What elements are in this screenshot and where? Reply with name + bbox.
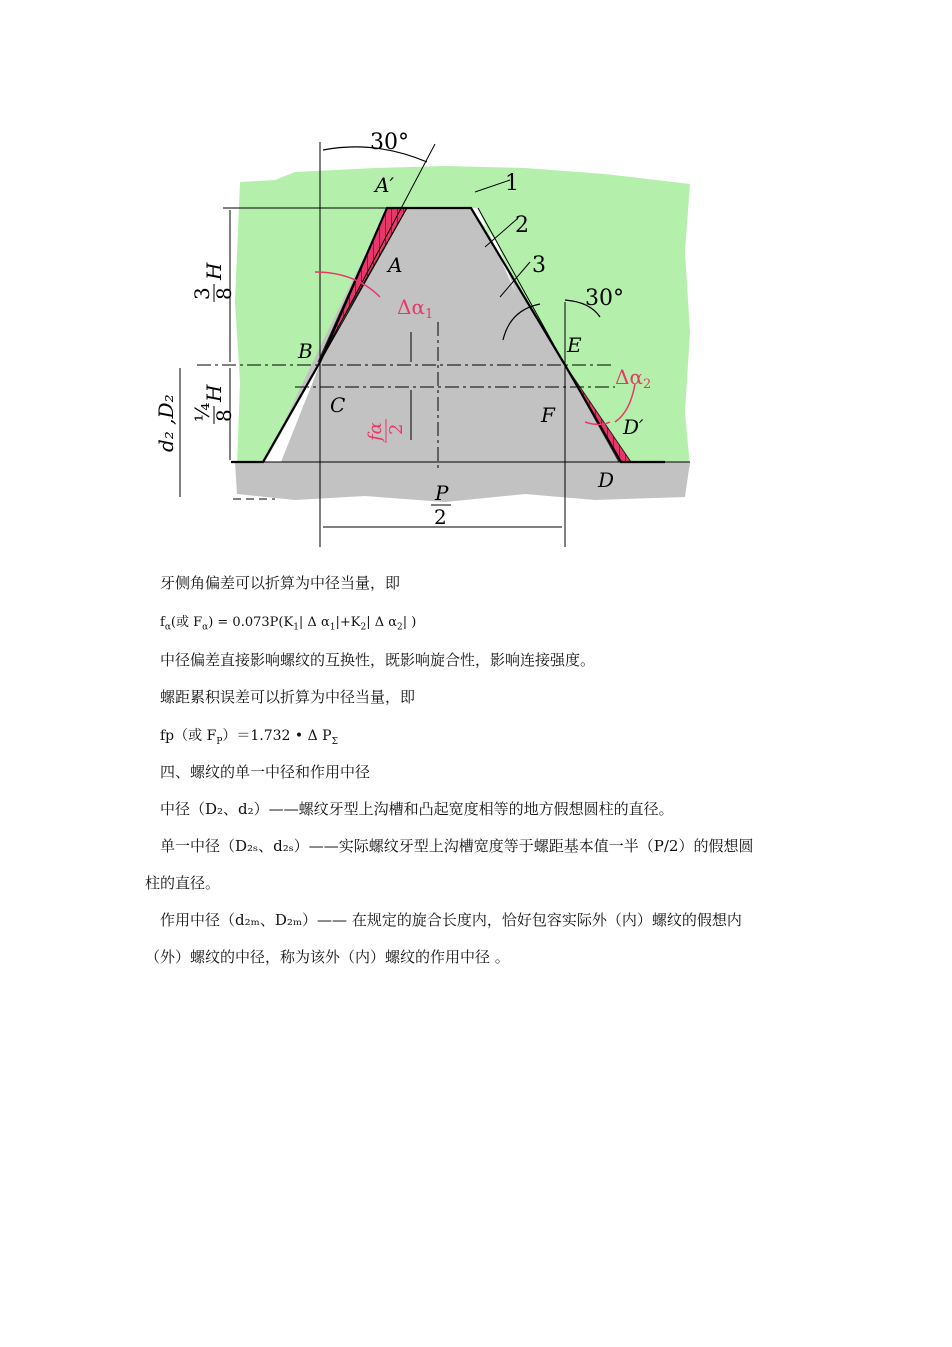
paragraph-9-line-2: （外）螺纹的中径，称为该外（内）螺纹的作用中径 。	[145, 948, 510, 966]
thread-profile-diagram	[145, 122, 700, 552]
paragraph-7: 中径（D₂、d₂）——螺纹牙型上沟槽和凸起宽度相等的地方假想圆柱的直径。	[160, 800, 674, 818]
delta-alpha-2-label: $\Delta\alpha_2$	[615, 365, 652, 392]
paragraph-4: 螺距累积误差可以折算为中径当量，即	[160, 688, 416, 706]
three-eighths-denominator: 8	[212, 287, 236, 300]
f-alpha-numerator: fα	[365, 422, 386, 441]
h-top-label: H	[202, 262, 226, 280]
point-c-label: C	[330, 393, 346, 417]
curve-3-label: 3	[532, 253, 546, 278]
section-heading: 四、螺纹的单一中径和作用中径	[160, 763, 371, 781]
point-a-prime-label: A′	[375, 173, 394, 197]
point-f-label: F	[541, 403, 555, 427]
paragraph-9-line-1: 作用中径（d₂ₘ、D₂ₘ）—— 在规定的旋合长度内，恰好包容实际外（内）螺纹的假想内	[160, 911, 742, 929]
diameter-label: d₂ ,D₂	[154, 394, 178, 452]
thread-profile-figure	[145, 122, 700, 552]
paragraph-8-line-1: 单一中径（D₂ₛ、d₂ₛ）——实际螺纹牙型上沟槽宽度等于螺距基本值一半（P/2）的假想圆	[160, 837, 754, 855]
quarter-numerator: ¼	[190, 402, 214, 422]
paragraph-8-line-2: 柱的直径。	[145, 874, 221, 892]
f-alpha-denominator: 2	[386, 423, 407, 435]
formula-angle-deviation: $f_\alpha$(或 $F_\alpha) = 0.073P(K_1|$ Δ $\alpha_1|+K_2|$ Δ $\alpha_2|$ )	[160, 615, 417, 633]
quarter-denominator: 8	[212, 409, 236, 422]
delta-alpha-1-label: $\Delta\alpha_1$	[397, 295, 434, 322]
point-d-label: D	[598, 468, 615, 492]
paragraph-1: 牙侧角偏差可以折算为中径当量，即	[160, 574, 401, 592]
paragraph-3: 中径偏差直接影响螺纹的互换性，既影响旋合性，影响连接强度。	[160, 651, 596, 669]
point-a-label: A	[388, 253, 403, 277]
three-eighths-numerator: 3	[190, 287, 214, 300]
curve-2-label: 2	[515, 213, 529, 238]
point-e-label: E	[567, 333, 582, 357]
formula-pitch-deviation: fp（或 $F_P)=1.732$ • Δ $P_\Sigma$	[160, 728, 338, 747]
pitch-denominator: 2	[434, 505, 447, 529]
pitch-numerator: P	[435, 481, 449, 505]
point-d-prime-label: D′	[623, 415, 644, 439]
angle-right-label: 30°	[585, 286, 624, 311]
angle-top-label: 30°	[370, 130, 409, 155]
curve-1-label: 1	[505, 171, 519, 196]
point-b-label: B	[298, 339, 313, 363]
h-bottom-label: H	[202, 384, 226, 402]
